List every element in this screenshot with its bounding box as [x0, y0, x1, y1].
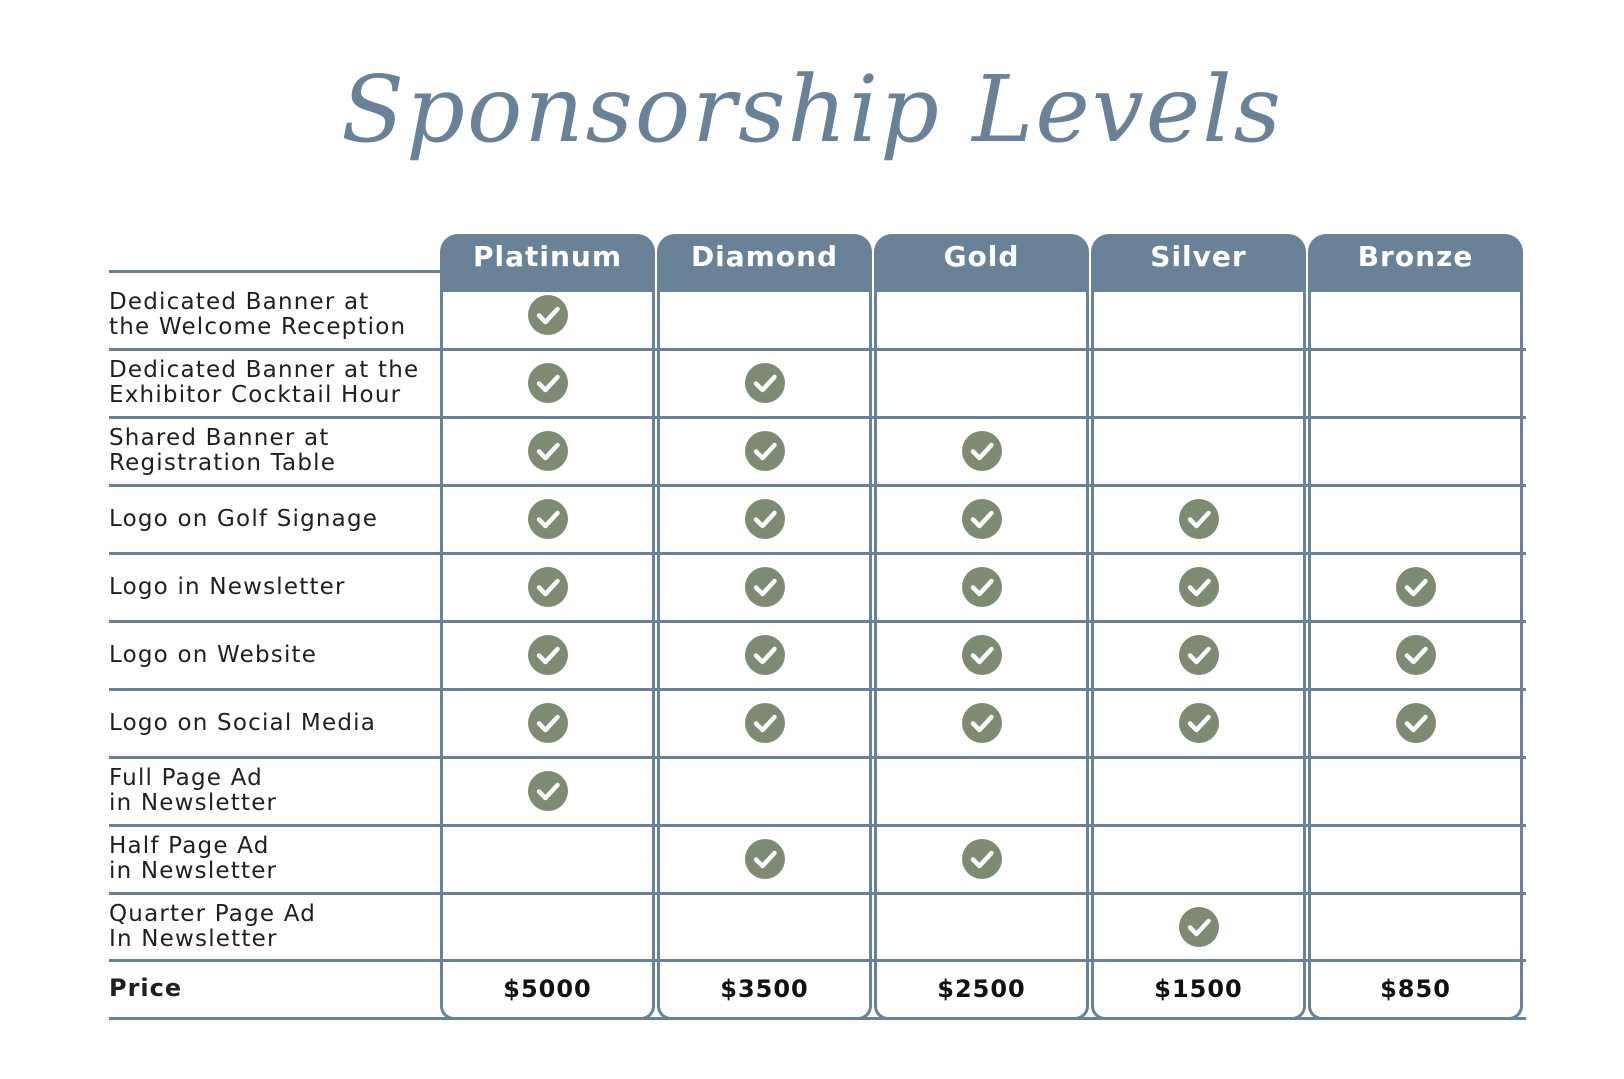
- check-circle-icon: [745, 363, 785, 403]
- tier-header-bronze: Bronze: [1308, 234, 1523, 292]
- price-platinum: $5000: [503, 975, 592, 1003]
- row-label: Logo on Golf Signage: [109, 505, 379, 532]
- row-divider: [109, 620, 1526, 623]
- check-circle-icon: [1179, 499, 1219, 539]
- row-label: Full Page Ad in Newsletter: [109, 765, 278, 816]
- check-circle-icon: [962, 499, 1002, 539]
- check-circle-icon: [1179, 907, 1219, 947]
- check-circle-icon: [745, 839, 785, 879]
- tier-header-platinum: Platinum: [440, 234, 655, 292]
- price-diamond: $3500: [720, 975, 809, 1003]
- price-gold: $2500: [937, 975, 1026, 1003]
- price-bronze: $850: [1380, 975, 1451, 1003]
- check-circle-icon: [528, 363, 568, 403]
- row-divider: [109, 824, 1526, 827]
- check-circle-icon: [528, 431, 568, 471]
- check-circle-icon: [1396, 567, 1436, 607]
- check-circle-icon: [1179, 703, 1219, 743]
- row-label: Logo on Social Media: [109, 709, 377, 736]
- check-circle-icon: [1179, 635, 1219, 675]
- check-circle-icon: [745, 703, 785, 743]
- row-divider: [109, 416, 1526, 419]
- table-bottom-line: [109, 1017, 1526, 1020]
- check-circle-icon: [745, 567, 785, 607]
- row-divider: [109, 484, 1526, 487]
- check-circle-icon: [745, 635, 785, 675]
- row-label: Logo on Website: [109, 641, 318, 668]
- row-label: Half Page Ad in Newsletter: [109, 833, 278, 884]
- check-circle-icon: [962, 431, 1002, 471]
- check-circle-icon: [962, 703, 1002, 743]
- row-divider: [109, 756, 1526, 759]
- row-label: Shared Banner at Registration Table: [109, 425, 337, 476]
- check-circle-icon: [1396, 635, 1436, 675]
- row-label: Dedicated Banner at the Welcome Reception: [109, 288, 407, 340]
- row-divider: [109, 348, 1526, 351]
- check-circle-icon: [528, 703, 568, 743]
- row-label: Dedicated Banner at the Exhibitor Cocktail Hour: [109, 357, 420, 408]
- tier-header-silver: Silver: [1091, 234, 1306, 292]
- check-circle-icon: [528, 499, 568, 539]
- price-label: Price: [109, 974, 183, 1002]
- check-circle-icon: [528, 567, 568, 607]
- check-circle-icon: [528, 635, 568, 675]
- page-title: Sponsorship Levels: [341, 56, 1283, 163]
- check-circle-icon: [962, 839, 1002, 879]
- check-circle-icon: [962, 635, 1002, 675]
- row-divider: [109, 270, 440, 273]
- check-circle-icon: [745, 499, 785, 539]
- row-label: Quarter Page Ad In Newsletter: [109, 900, 317, 952]
- row-label: Logo in Newsletter: [109, 573, 346, 600]
- row-divider: [109, 552, 1526, 555]
- tier-header-diamond: Diamond: [657, 234, 872, 292]
- check-circle-icon: [1179, 567, 1219, 607]
- check-circle-icon: [528, 295, 568, 335]
- price-silver: $1500: [1154, 975, 1243, 1003]
- check-circle-icon: [528, 771, 568, 811]
- check-circle-icon: [745, 431, 785, 471]
- row-divider: [109, 959, 1526, 962]
- tier-header-gold: Gold: [874, 234, 1089, 292]
- check-circle-icon: [1396, 703, 1436, 743]
- row-divider: [109, 892, 1526, 895]
- row-divider: [109, 688, 1526, 691]
- check-circle-icon: [962, 567, 1002, 607]
